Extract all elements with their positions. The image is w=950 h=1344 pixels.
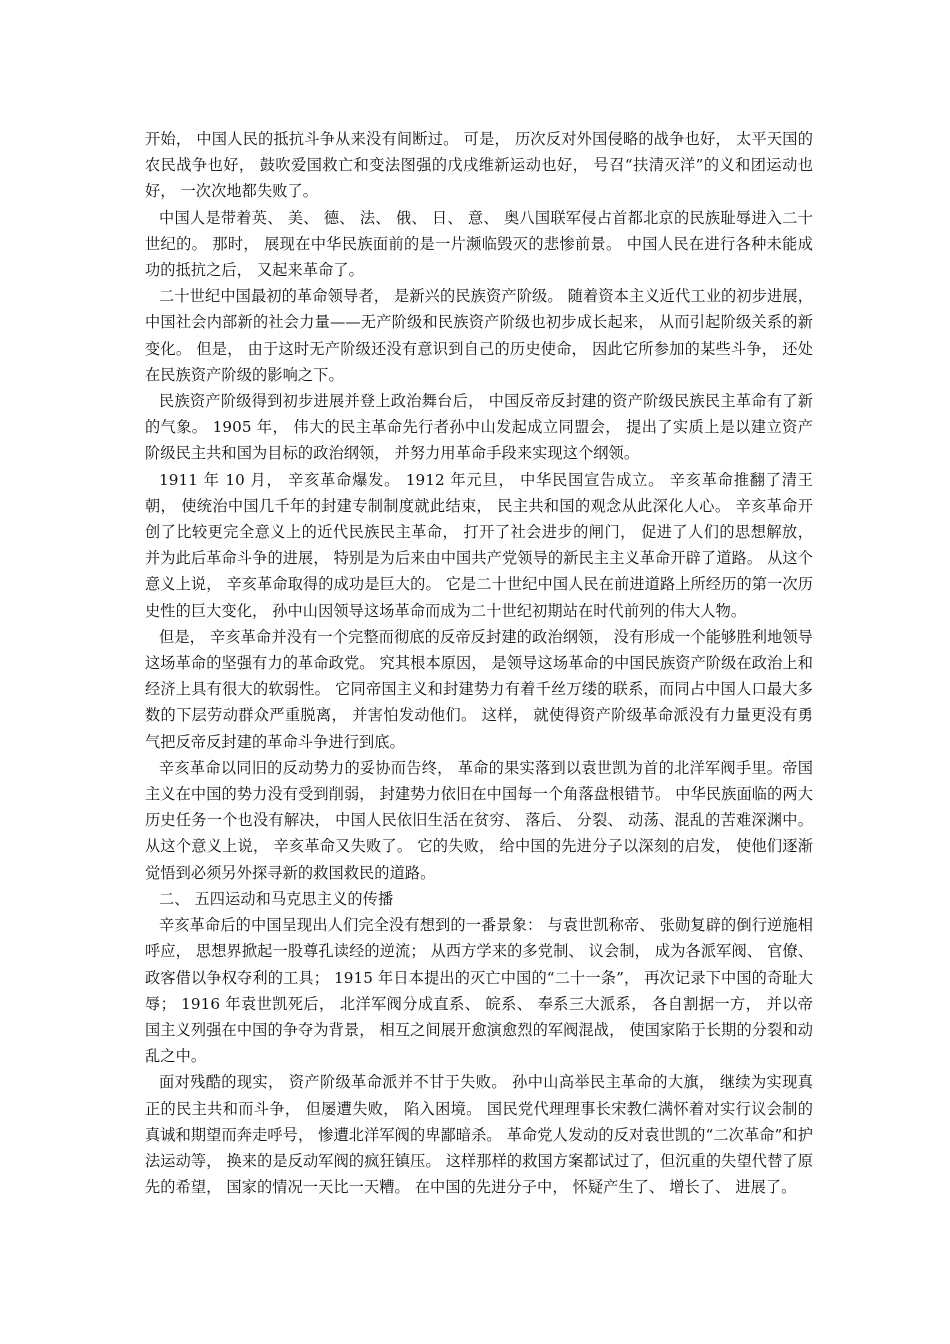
paragraph-4: 民族资产阶级得到初步进展并登上政治舞台后， 中国反帝反封建的资产阶级民族民主革命有了新的气象。 1905 年， 伟大的民主革命先行者孙中山发起成立同盟会， 提出了实质上是以建立资产阶级民主共和国为目标的政治纲领， 并努力用革命手段来实现这个纲领。 [145,392,813,463]
body-text [145,126,813,1200]
paragraph-3: 二十世纪中国最初的革命领导者， 是新兴的民族资产阶级。 随着资本主义近代工业的初步进展， 中国社会内部新的社会力量——无产阶级和民族资产阶级也初步成长起来， 从而引起阶级关系的新变化。 但是， 由于这时无产阶级还没有意识到自己的历史使命， 因此它所参加的某些斗争， 还处在民族资产阶级的影响之下。 [145,287,813,384]
paragraph-9: 面对残酷的现实， 资产阶级革命派并不甘于失败。 孙中山高举民主革命的大旗， 继续为实现真正的民主共和而斗争， 但屡遭失败， 陷入困境。 国民党代理理事长宋教仁满怀着对实行议会制的真诚和期望而奔走呼号， 惨遭北洋军阀的卑鄙暗杀。 革命党人发动的反对袁世凯的“二次革命”和护法运动等， 换来的是反动军阀的疯狂镇压。 这样那样的救国方案都试过了，但沉重的失望代替了原先的希望， 国家的情况一天比一天糟。 在中国的先进分子中， 怀疑产生了、 增长了、 进展了。 [145,1073,813,1197]
paragraph-1: 开始， 中国人民的抵抗斗争从来没有间断过。 可是， 历次反对外国侵略的战争也好， 太平天国的农民战争也好， 鼓吹爱国救亡和变法图强的戊戌维新运动也好， 号召“扶清灭洋”的义和团运动也好， 一次次地都失败了。 [145,130,813,201]
paragraph-2: 中国人是带着英、 美、 德、 法、 俄、 日、 意、 奥八国联军侵占首都北京的民族耻辱进入二十世纪的。 那时， 展现在中华民族面前的是一片濒临毁灭的悲惨前景。 中国人民在进行各种未能成功的抵抗之后， 又起来革命了。 [145,208,813,280]
paragraph-7: 辛亥革命以同旧的反动势力的妥协而告终， 革命的果实落到以袁世凯为首的北洋军阀手里。帝国主义在中国的势力没有受到削弱， 封建势力依旧在中国每一个角落盘根错节。 中华民族面临的两大历史任务一个也没有解决， 中国人民依旧生活在贫穷、 落后、 分裂、 动荡、混乱的苦难深渊中。 从这个意义上说， 辛亥革命又失败了。 它的失败， 给中国的先进分子以深刻的启发， 使他们逐渐觉悟到必须另外探寻新的救国救民的道路。 [145,758,813,882]
paragraph-5: 1911 年 10 月， 辛亥革命爆发。 1912 年元旦， 中华民国宣告成立。 辛亥革命推翻了清王朝， 使统治中国几千年的封建专制制度就此结束， 民主共和国的观念从此深化人心。 辛亥革命开创了比较更完全意义上的近代民族民主革命， 打开了社会进步的闸门， 促进了人们的思想解放， 并为此后革命斗争的进展， 特别是为后来由中国共产党领导的新民主主义革命开辟了道路。 从这个意义上说， 辛亥革命取得的成功是巨大的。 它是二十世纪中国人民在前进道路上所经历的第一次历史性的巨大变化， 孙中山因领导这场革命而成为二十世纪初期站在时代前列的伟大人物。 [145,470,813,620]
paragraph-8: 辛亥革命后的中国呈现出人们完全没有想到的一番景象： 与袁世凯称帝、 张勋复辟的倒行逆施相呼应， 思想界掀起一股尊孔读经的逆流； 从西方学来的多党制、 议会制， 成为各派军阀、 官僚、 政客借以争权夺利的工具； 1915 年日本提出的灭亡中国的“二十一条”， 再次记录下中国的奇耻大辱； 1916 年袁世凯死后， 北洋军阀分成直系、 皖系、 奉系三大派系， 各自割据一方， 并以帝国主义列强在中国的争夺为背景， 相互之间展开愈演愈烈的军阀混战， 使国家陷于长期的分裂和动乱之中。 [145,916,813,1066]
paragraph-6: 但是， 辛亥革命并没有一个完整而彻底的反帝反封建的政治纲领， 没有形成一个能够胜利地领导这场革命的坚强有力的革命政党。 究其根本原因， 是领导这场革命的中国民族资产阶级在政治上和经济上具有很大的软弱性。 它同帝国主义和封建势力有着千丝万缕的联系，而同占中国人口最大多数的下层劳动群众严重脱离， 并害怕发动他们。 这样， 就使得资产阶级革命派没有力量更没有勇气把反帝反封建的革命斗争进行到底。 [145,627,813,751]
section-heading: 二、 五四运动和马克思主义的传播 [159,889,394,908]
